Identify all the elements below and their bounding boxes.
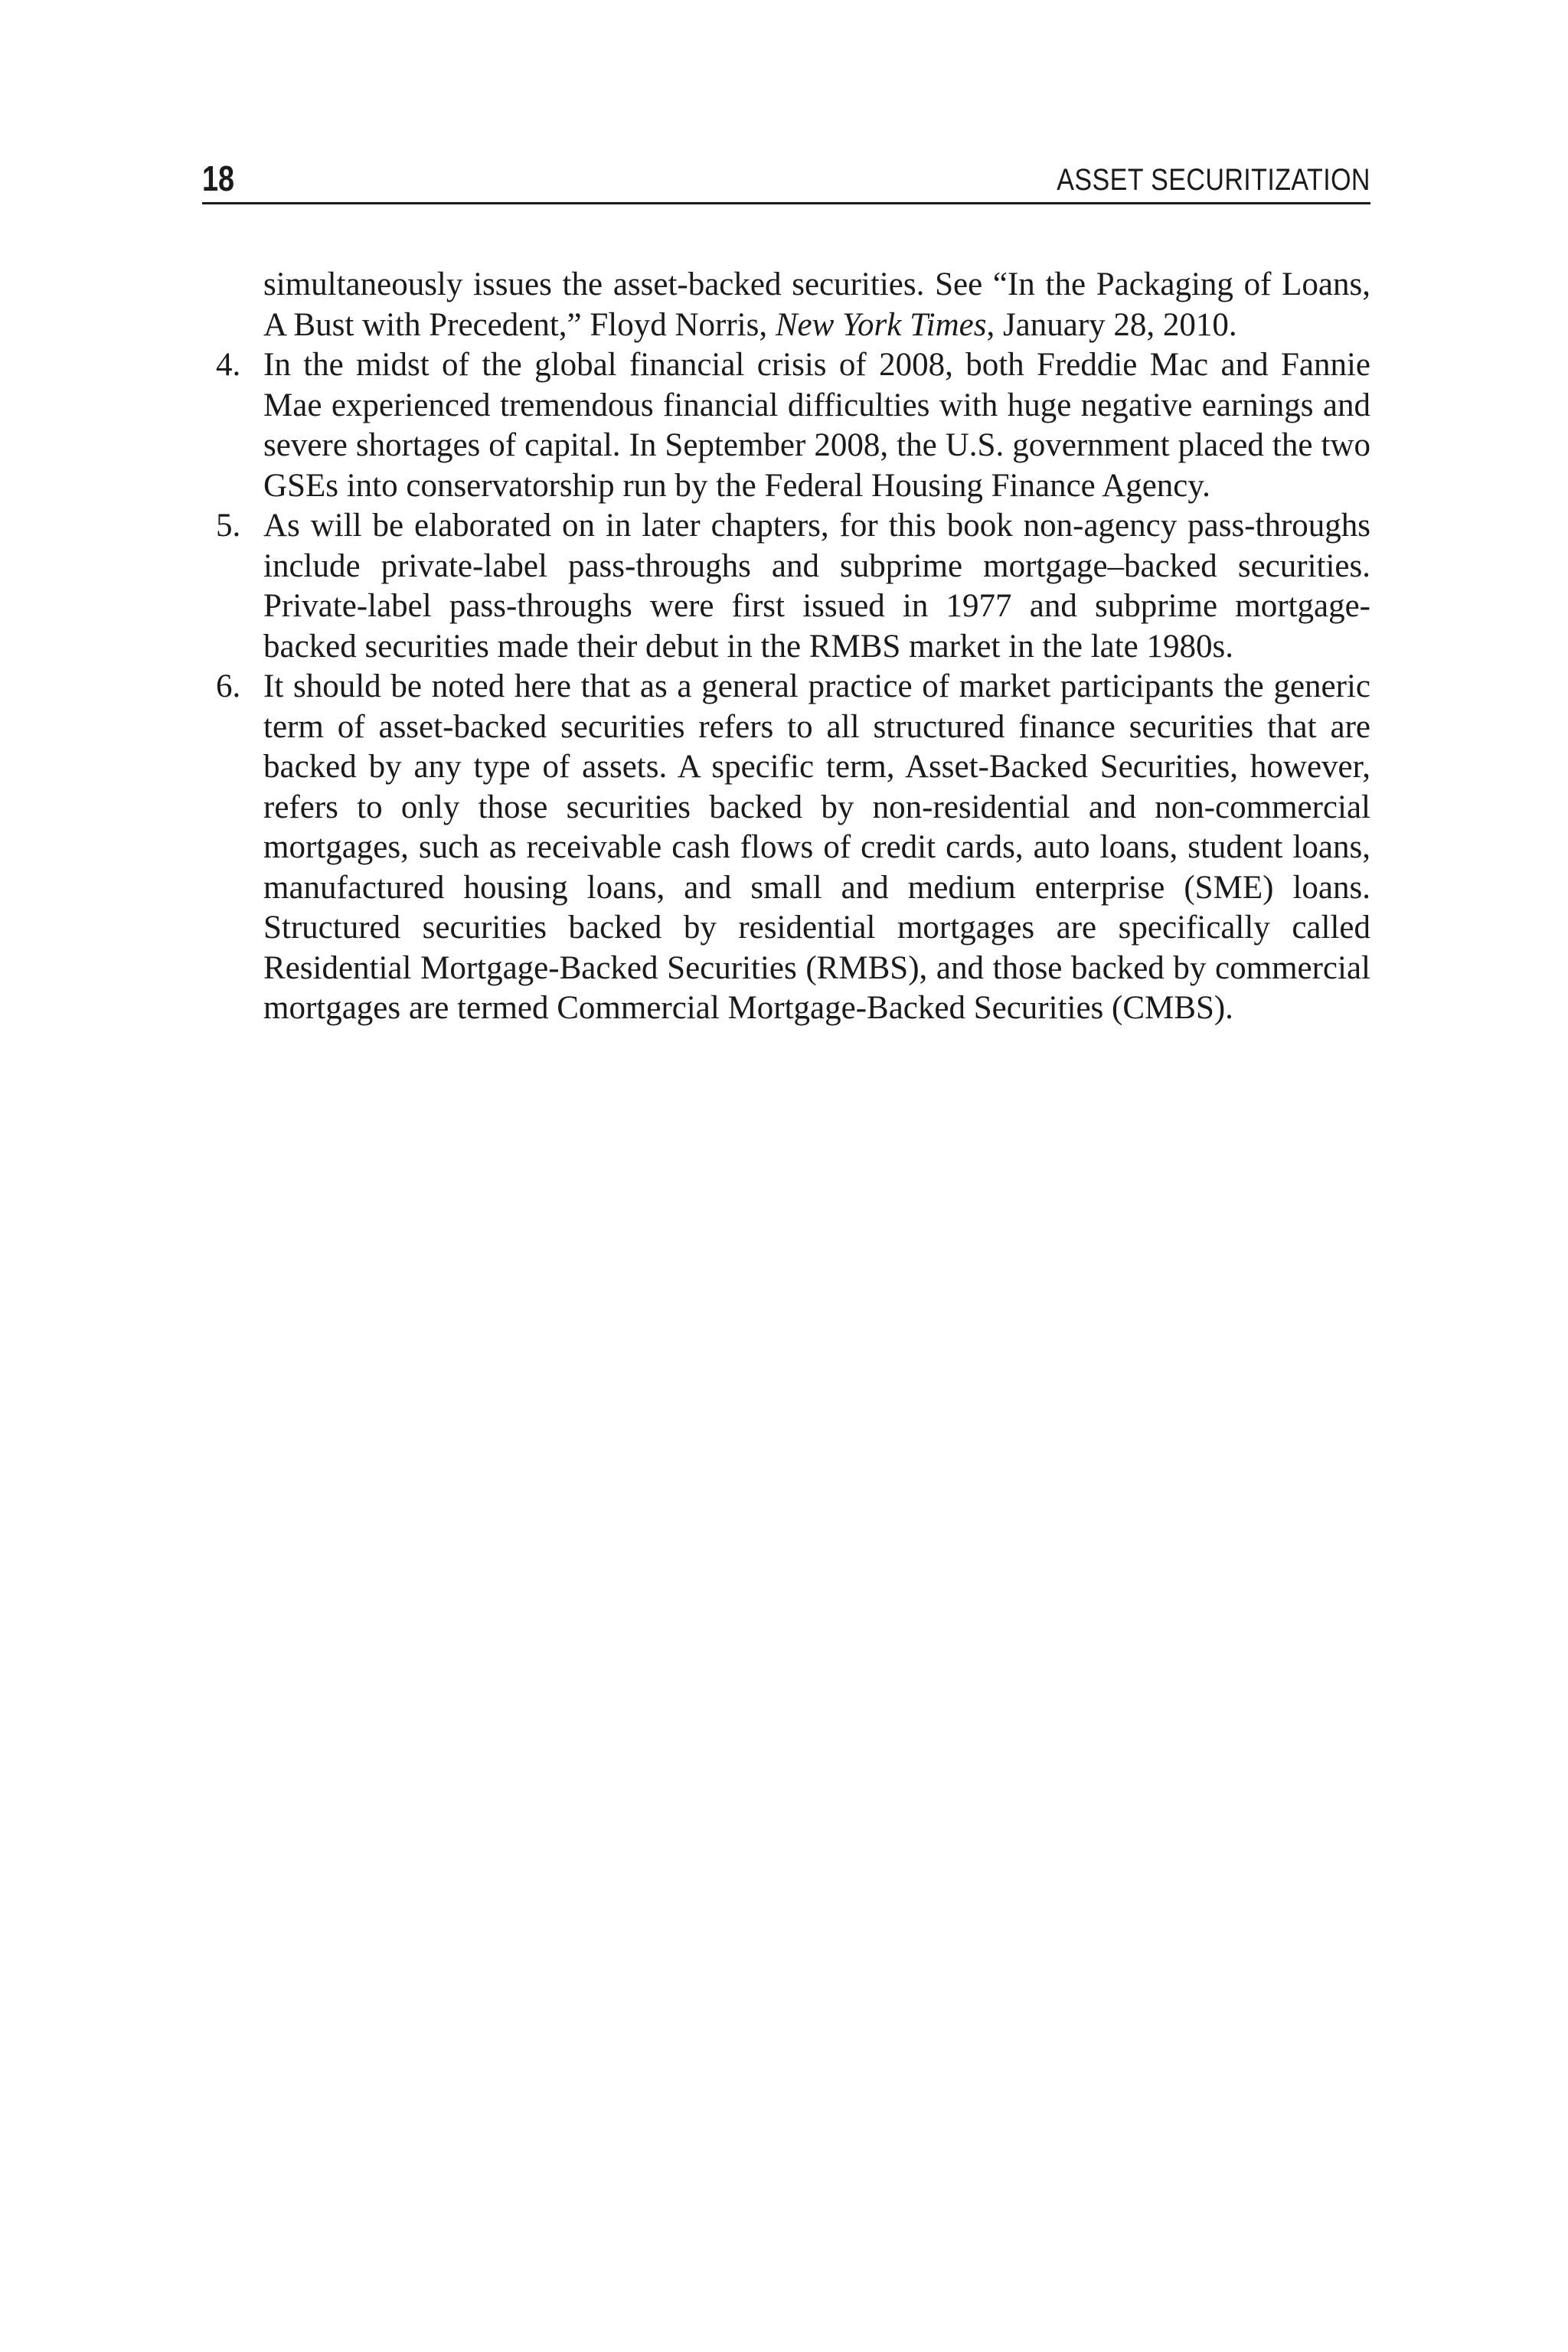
page-header [202,159,1370,204]
note-continuation-date: , January 28, 2010. [986,306,1237,343]
note-item-4 [202,345,1370,506]
note-continuation [202,265,1370,345]
running-title: ASSET SECURITIZATION [1057,163,1370,197]
note-continuation-source: New York Times [775,306,987,343]
note-text: In the midst of the global financial crisis of 2008, both Freddie Mac and Fannie Mae experienced tremendous financial difficulties with huge negative earnings and severe shortages of capital. In September 2008, the U.S. government placed the two GSEs into conservatorship run by the Federal Housing Finance Agency. [263,347,1370,504]
note-number: 6. [216,668,241,704]
note-continuation-text: simultaneously issues the asset-backed securities. See “In the Packaging of Loans, A Bust with Precedent,” Floyd Norris, [263,266,1370,343]
note-item-5 [202,506,1370,667]
note-number: 5. [216,508,241,544]
note-item-6 [202,667,1370,1029]
note-text: As will be elaborated on in later chapters, for this book non-agency pass-throughs include private-label pass-throughs and subprime mortgage–backed securities. Private-label pass-throughs were first issued in 1977 and subprime mortgage-backed securities made their debut in the RMBS market in the late 1980s. [263,508,1370,665]
note-number: 4. [216,347,241,383]
note-text: It should be noted here that as a general practice of market participants the generic term of asset-backed securities refers to all structured finance securities that are backed by any type of assets. A specific term, Asset-Backed Securities, however, refers to only those securities backed by non-residential and non-commercial mortgages, such as receivable cash flows of credit cards, auto loans, student loans, manufactured housing loans, and small and medium enterprise (SME) loans. Structured securities backed by residential mortgages are specifically called Residential Mortgage-Backed Securities (RMBS), and those backed by commercial mortgages are termed Commercial Mortgage-Backed Securities (CMBS). [263,668,1370,1026]
endnotes [202,265,1370,1029]
page-number: 18 [202,158,234,198]
